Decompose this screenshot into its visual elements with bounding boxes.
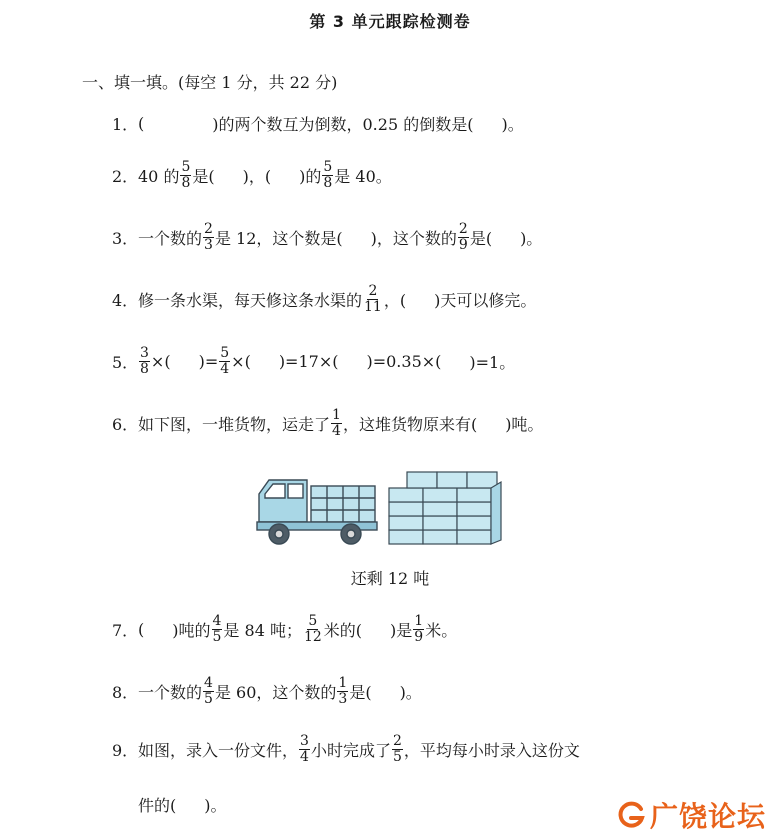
question-text: )=0.35×( bbox=[366, 351, 442, 371]
truck-cargo-figure bbox=[255, 464, 505, 550]
question-text: )。 bbox=[520, 228, 543, 248]
numerator: 5 bbox=[308, 612, 318, 629]
question-number: 3． bbox=[112, 228, 139, 248]
numerator: 2 bbox=[458, 220, 468, 237]
fraction bbox=[331, 408, 342, 439]
question-text: 40 的 bbox=[138, 166, 180, 186]
denominator: 3 bbox=[204, 236, 213, 253]
numerator: 5 bbox=[220, 344, 230, 361]
question-text: 是 60，这个数的 bbox=[214, 682, 337, 702]
fraction bbox=[363, 284, 383, 315]
fraction bbox=[458, 222, 469, 253]
question-text: ×( bbox=[150, 351, 171, 371]
question-text: 如图，录入一份文件， bbox=[138, 740, 299, 760]
question-text: )，( bbox=[242, 166, 272, 186]
numerator: 5 bbox=[181, 158, 191, 175]
question-text: 是( bbox=[192, 166, 215, 186]
question-text: )，这个数的 bbox=[370, 228, 457, 248]
question-number: 8． bbox=[112, 682, 139, 702]
question-text: )。 bbox=[204, 795, 227, 815]
numerator: 1 bbox=[332, 406, 341, 423]
numerator: 1 bbox=[414, 612, 424, 629]
denominator: 8 bbox=[181, 174, 191, 191]
fraction bbox=[413, 614, 424, 645]
denominator: 4 bbox=[332, 422, 341, 439]
question-text: 是( bbox=[469, 228, 493, 248]
question-text: ，( bbox=[383, 290, 407, 310]
fraction bbox=[337, 676, 348, 707]
question-text: ，这堆货物原来有( bbox=[342, 414, 478, 434]
question-8 bbox=[112, 671, 422, 711]
question-text: 如下图，一堆货物，运走了 bbox=[138, 414, 331, 434]
denominator: 8 bbox=[323, 174, 333, 191]
question-number: 7． bbox=[112, 620, 139, 640]
question-text: )。 bbox=[501, 114, 524, 134]
watermark-logo bbox=[616, 795, 766, 835]
fraction bbox=[299, 734, 310, 765]
fraction bbox=[392, 734, 403, 765]
numerator: 4 bbox=[204, 674, 213, 691]
numerator: 1 bbox=[338, 674, 348, 691]
question-text: ，平均每小时录入这份文 bbox=[403, 740, 580, 760]
numerator: 2 bbox=[204, 220, 213, 237]
question-text: 米。 bbox=[425, 620, 458, 640]
question-number: 5． bbox=[112, 352, 139, 372]
question-text: 米的( bbox=[323, 620, 363, 640]
denominator: 3 bbox=[338, 690, 348, 707]
question-3 bbox=[112, 217, 542, 257]
numerator: 5 bbox=[323, 158, 333, 175]
question-text: )=17×( bbox=[278, 351, 339, 371]
question-number: 1． bbox=[112, 114, 139, 134]
question-text: 是( bbox=[349, 682, 372, 702]
logo-icon bbox=[616, 800, 646, 830]
denominator: 5 bbox=[212, 628, 222, 645]
question-5 bbox=[112, 341, 515, 381]
denominator: 11 bbox=[364, 298, 382, 315]
question-text: )吨的 bbox=[172, 620, 211, 640]
question-number: 9． bbox=[112, 740, 139, 760]
question-text: 一个数的 bbox=[138, 682, 203, 702]
question-6 bbox=[112, 403, 543, 443]
question-text: 修一条水渠，每天修这条水渠的 bbox=[138, 290, 363, 310]
question-text: )天可以修完。 bbox=[434, 290, 537, 310]
denominator: 4 bbox=[300, 748, 309, 765]
question-text: )是 bbox=[390, 620, 413, 640]
question-1 bbox=[112, 103, 524, 143]
question-9 bbox=[112, 729, 580, 769]
denominator: 12 bbox=[303, 628, 322, 645]
denominator: 5 bbox=[204, 690, 213, 707]
fraction bbox=[322, 160, 333, 191]
question-text: )=1。 bbox=[469, 352, 516, 372]
denominator: 5 bbox=[392, 748, 402, 765]
question-text: 件的( bbox=[138, 795, 177, 815]
question-text: ×( bbox=[231, 351, 251, 371]
denominator: 9 bbox=[458, 236, 468, 253]
question-number: 4． bbox=[112, 290, 139, 310]
question-text: ( bbox=[138, 619, 145, 639]
question-text: 一个数的 bbox=[138, 228, 203, 248]
numerator: 4 bbox=[212, 612, 222, 629]
question-2 bbox=[112, 155, 392, 195]
numerator: 3 bbox=[140, 344, 149, 361]
question-text: )的两个数互为倒数，0.25 的倒数是( bbox=[212, 114, 474, 134]
question-text: 小时完成了 bbox=[310, 740, 391, 760]
question-text: ( bbox=[138, 113, 145, 133]
fraction bbox=[303, 614, 323, 645]
figure-caption: 还剩 12 吨 bbox=[350, 569, 430, 588]
question-9-continued bbox=[138, 784, 227, 824]
question-number: 2． bbox=[112, 166, 139, 186]
section-heading: 一、填一填。(每空 1 分，共 22 分) bbox=[82, 73, 338, 92]
question-text: 是 12，这个数是( bbox=[214, 228, 343, 248]
question-number: 6． bbox=[112, 414, 139, 434]
denominator: 9 bbox=[414, 628, 424, 645]
denominator: 8 bbox=[140, 360, 149, 377]
fraction bbox=[219, 346, 230, 377]
watermark-text: 广饶论坛 bbox=[650, 800, 767, 833]
question-7 bbox=[112, 609, 457, 649]
denominator: 4 bbox=[220, 360, 230, 377]
question-text: 是 84 吨； bbox=[223, 620, 302, 640]
question-text: )的 bbox=[299, 166, 322, 186]
question-text: )。 bbox=[399, 682, 422, 702]
numerator: 2 bbox=[392, 732, 402, 749]
fraction bbox=[212, 614, 223, 645]
fraction bbox=[139, 346, 150, 377]
page-title: 第 3 单元跟踪检测卷 bbox=[309, 12, 471, 31]
boxes-icon bbox=[389, 472, 501, 544]
question-text: 是 40。 bbox=[334, 166, 392, 186]
fraction bbox=[203, 676, 214, 707]
fraction bbox=[203, 222, 214, 253]
fraction bbox=[180, 160, 191, 191]
question-text: )吨。 bbox=[505, 414, 544, 434]
question-text: )= bbox=[198, 351, 219, 371]
truck-icon bbox=[257, 480, 377, 544]
numerator: 3 bbox=[300, 732, 309, 749]
numerator: 2 bbox=[368, 282, 378, 299]
question-4 bbox=[112, 279, 536, 319]
